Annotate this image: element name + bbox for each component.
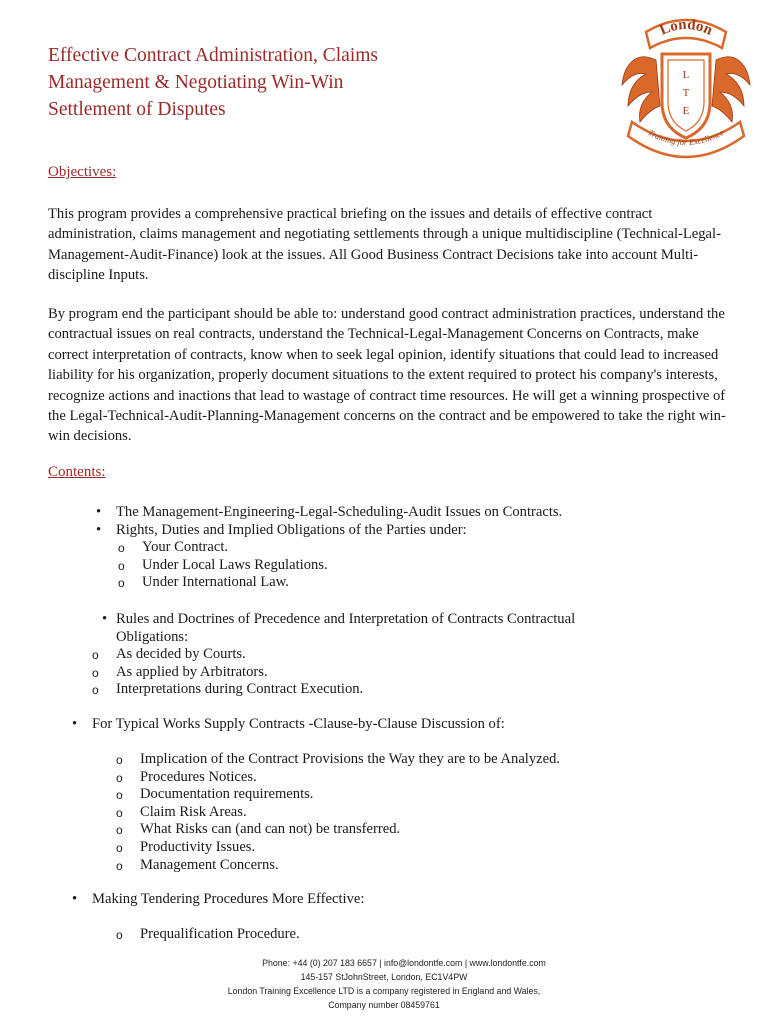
logo-ribbon-text: Training for Excellence: [646, 127, 726, 148]
list-item: • For Typical Works Supply Contracts -Clause-by-Clause Discussion of:: [66, 716, 726, 734]
sub-list-item: o Documentation requirements.: [114, 786, 734, 804]
contents-heading: Contents:: [48, 464, 106, 480]
logo-initial-t: T: [682, 87, 690, 99]
objectives-paragraph-2: By program end the participant should be able to: understand good contract administration practices, understand the contractual issues on real contracts, understand the Technical-Legal-Management Concerns on Contracts, make correct interpretation of contracts, know when to seek legal opinion, identify situations that could lead to increased liability for his organization, properly document situations to the extent required to protect his company's interests, recognize actions and inactions that lead to wastage of contract time resources. He will get a winning prospective of the Legal-Technical-Audit-Planning-Management concerns on the contract and be empowered to take the right win-win decisions.: [48, 306, 726, 445]
document-title: [48, 42, 568, 123]
contents-list-1: [90, 504, 730, 592]
sub-list: [90, 646, 636, 699]
sub-list-item: o As decided by Courts.: [90, 646, 636, 664]
list-item: • Making Tendering Procedures More Effective:: [66, 891, 726, 909]
contents-sub-list-4: [114, 926, 734, 944]
london-lte-logo: [616, 10, 756, 170]
objectives-heading: Objectives:: [48, 164, 117, 180]
footer-address: 145-157 StJohnStreet, London, EC1V4PW: [300, 972, 468, 982]
logo-initial-l: L: [682, 69, 690, 81]
contents-list-3: [66, 716, 726, 734]
sub-list-item: o As applied by Arbitrators.: [90, 664, 636, 682]
sub-list-item: o What Risks can (and can not) be transferred.: [114, 821, 734, 839]
contents-list-2: [96, 611, 636, 699]
objectives-paragraph-1: This program provides a comprehensive practical briefing on the issues and details of effective contract administration, claims management and negotiating settlements through a unique multidiscipline (Technical-Legal-Management-Audit-Finance) look at the issues. All Good Business Contract Decisions take into account Multi-discipline Inputs.: [48, 206, 721, 284]
sub-list-item: o Under International Law.: [116, 574, 730, 592]
sub-list-item: o Your Contract.: [116, 539, 730, 557]
list-item: • Rights, Duties and Implied Obligations of the Parties under: o Your Contract. o Under Local Laws Regulations. o Under International Law.: [90, 522, 730, 592]
title-line-2: Management & Negotiating Win-Win: [48, 72, 344, 93]
title-line-1: Effective Contract Administration, Claims: [48, 45, 378, 66]
sub-list-item: o Implication of the Contract Provisions the Way they are to be Analyzed.: [114, 751, 734, 769]
footer-company-number: Company number 08459761: [328, 1000, 440, 1010]
footer-registration: London Training Excellence LTD is a company registered in England and Wales,: [227, 986, 541, 996]
sub-list-item: o Management Concerns.: [114, 857, 734, 875]
contents-list-4: [66, 891, 726, 909]
sub-list-item: o Procedures Notices.: [114, 769, 734, 787]
page-footer: [0, 956, 768, 1012]
sub-list-item: o Productivity Issues.: [114, 839, 734, 857]
sub-list-item: o Interpretations during Contract Execution.: [90, 681, 636, 699]
title-line-3: Settlement of Disputes: [48, 99, 226, 120]
contents-sub-list-3: [114, 751, 734, 874]
footer-contact: Phone: +44 (0) 207 183 6657 | info@londontfe.com | www.londontfe.com: [262, 958, 546, 968]
list-item: • The Management-Engineering-Legal-Scheduling-Audit Issues on Contracts.: [90, 504, 730, 522]
sub-list-item: o Prequalification Procedure.: [114, 926, 734, 944]
sub-list-item: o Under Local Laws Regulations.: [116, 557, 730, 575]
logo-initial-e: E: [682, 105, 690, 117]
sub-list: [116, 539, 730, 592]
list-item: • Rules and Doctrines of Precedence and Interpretation of Contracts Contractual Obligations: o As decided by Courts. o As applied by Arbitrators. o Interpretations during Contract Execution.: [96, 611, 636, 699]
sub-list-item: o Claim Risk Areas.: [114, 804, 734, 822]
logo-top-text: London: [657, 16, 715, 39]
